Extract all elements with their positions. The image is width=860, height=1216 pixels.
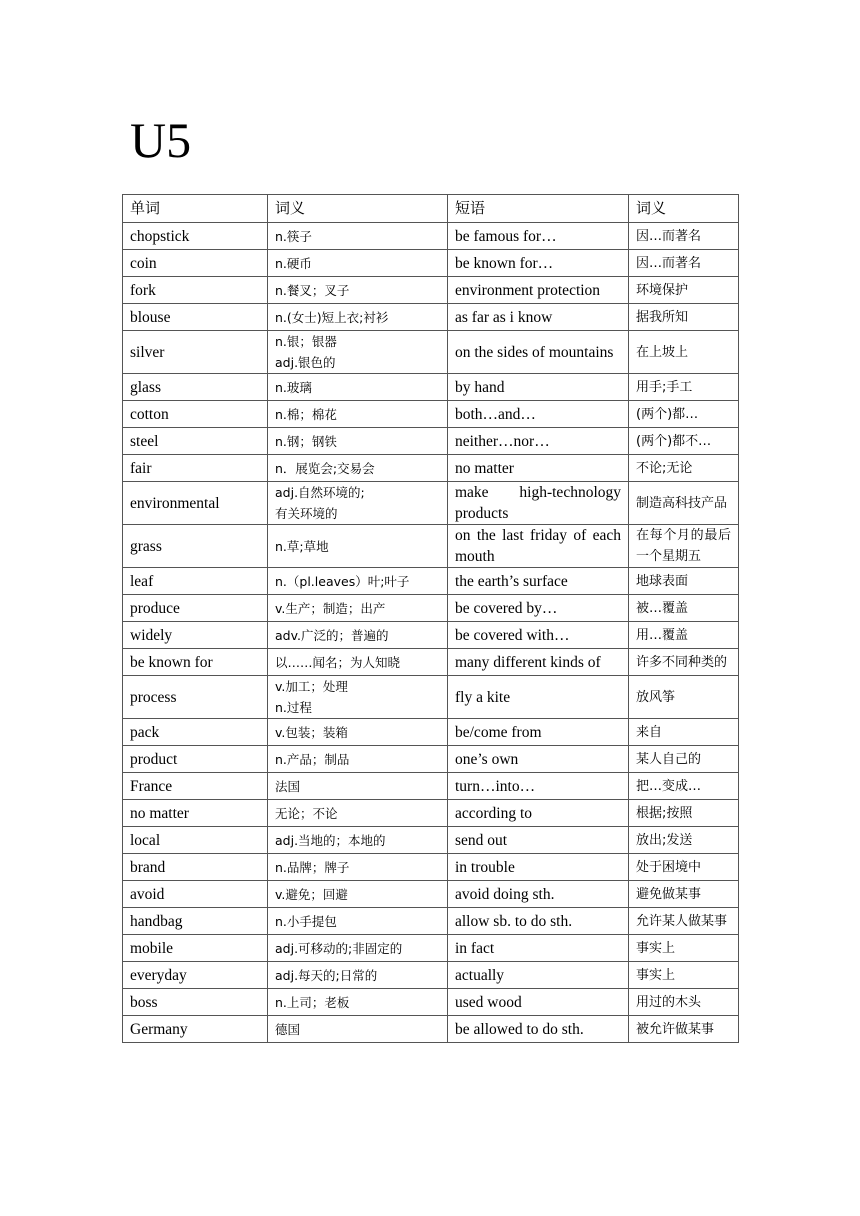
table-row bbox=[123, 989, 739, 1016]
meaning-cell: 无论；不论 bbox=[268, 800, 448, 827]
table-row bbox=[123, 482, 739, 525]
header-phrase: 短语 bbox=[448, 195, 629, 223]
word-cell: everyday bbox=[123, 962, 268, 989]
word-cell: cotton bbox=[123, 401, 268, 428]
table-row bbox=[123, 223, 739, 250]
phrase-cell: as far as i know bbox=[448, 304, 629, 331]
word-cell: grass bbox=[123, 525, 268, 568]
word-cell: fair bbox=[123, 455, 268, 482]
word-cell: local bbox=[123, 827, 268, 854]
meaning-cell: adv.广泛的；普遍的 bbox=[268, 622, 448, 649]
meaning-cell: n.钢；钢铁 bbox=[268, 428, 448, 455]
phrase-meaning-cell: 因…而著名 bbox=[629, 223, 739, 250]
table-row bbox=[123, 331, 739, 374]
meaning-cell: adj.每天的;日常的 bbox=[268, 962, 448, 989]
phrase-cell: one’s own bbox=[448, 746, 629, 773]
meaning-cell: n.产品；制品 bbox=[268, 746, 448, 773]
phrase-cell: both…and… bbox=[448, 401, 629, 428]
table-row bbox=[123, 1016, 739, 1043]
table-row bbox=[123, 595, 739, 622]
word-cell: widely bbox=[123, 622, 268, 649]
table-row bbox=[123, 676, 739, 719]
phrase-cell: be famous for… bbox=[448, 223, 629, 250]
word-cell: boss bbox=[123, 989, 268, 1016]
phrase-meaning-cell: 被…覆盖 bbox=[629, 595, 739, 622]
phrase-cell: by hand bbox=[448, 374, 629, 401]
phrase-meaning-cell: 把…变成… bbox=[629, 773, 739, 800]
table-header-row bbox=[123, 195, 739, 223]
word-cell: Germany bbox=[123, 1016, 268, 1043]
meaning-cell: n.（pl.leaves）叶;叶子 bbox=[268, 568, 448, 595]
word-cell: handbag bbox=[123, 908, 268, 935]
word-cell: pack bbox=[123, 719, 268, 746]
phrase-cell: allow sb. to do sth. bbox=[448, 908, 629, 935]
table-row bbox=[123, 935, 739, 962]
phrase-cell: turn…into… bbox=[448, 773, 629, 800]
meaning-cell: n．展览会;交易会 bbox=[268, 455, 448, 482]
meaning-cell: n.小手提包 bbox=[268, 908, 448, 935]
header-word: 单词 bbox=[123, 195, 268, 223]
word-cell: coin bbox=[123, 250, 268, 277]
meaning-cell: adj.自然环境的; 有关环境的 bbox=[268, 482, 448, 525]
word-cell: mobile bbox=[123, 935, 268, 962]
phrase-cell: avoid doing sth. bbox=[448, 881, 629, 908]
phrase-meaning-cell: 据我所知 bbox=[629, 304, 739, 331]
word-cell: brand bbox=[123, 854, 268, 881]
word-cell: product bbox=[123, 746, 268, 773]
meaning-cell: n.棉；棉花 bbox=[268, 401, 448, 428]
phrase-meaning-cell: 被允许做某事 bbox=[629, 1016, 739, 1043]
meaning-cell: v.包装；装箱 bbox=[268, 719, 448, 746]
meaning-cell: 以……闻名；为人知晓 bbox=[268, 649, 448, 676]
table-row bbox=[123, 827, 739, 854]
word-cell: no matter bbox=[123, 800, 268, 827]
phrase-cell: used wood bbox=[448, 989, 629, 1016]
phrase-cell: be known for… bbox=[448, 250, 629, 277]
table-row bbox=[123, 773, 739, 800]
phrase-meaning-cell: 放出;发送 bbox=[629, 827, 739, 854]
word-cell: France bbox=[123, 773, 268, 800]
meaning-cell: v.生产；制造；出产 bbox=[268, 595, 448, 622]
phrase-meaning-cell: 来自 bbox=[629, 719, 739, 746]
phrase-meaning-cell: 在每个月的最后一个星期五 bbox=[629, 525, 739, 568]
phrase-cell: on the sides of mountains bbox=[448, 331, 629, 374]
table-row bbox=[123, 881, 739, 908]
meaning-cell: n.银；银器 adj.银色的 bbox=[268, 331, 448, 374]
phrase-cell: fly a kite bbox=[448, 676, 629, 719]
meaning-cell: n.(女士)短上衣;衬衫 bbox=[268, 304, 448, 331]
word-cell: be known for bbox=[123, 649, 268, 676]
phrase-meaning-cell: 避免做某事 bbox=[629, 881, 739, 908]
header-phrase-meaning: 词义 bbox=[629, 195, 739, 223]
word-cell: silver bbox=[123, 331, 268, 374]
table-row bbox=[123, 622, 739, 649]
header-meaning: 词义 bbox=[268, 195, 448, 223]
phrase-meaning-cell: 制造高科技产品 bbox=[629, 482, 739, 525]
word-cell: blouse bbox=[123, 304, 268, 331]
phrase-meaning-cell: 某人自己的 bbox=[629, 746, 739, 773]
phrase-cell: on the last friday of each mouth bbox=[448, 525, 629, 568]
meaning-cell: 法国 bbox=[268, 773, 448, 800]
table-row bbox=[123, 455, 739, 482]
phrase-meaning-cell: 处于困境中 bbox=[629, 854, 739, 881]
meaning-cell: n.草;草地 bbox=[268, 525, 448, 568]
table-row bbox=[123, 719, 739, 746]
meaning-cell: n.筷子 bbox=[268, 223, 448, 250]
table-row bbox=[123, 525, 739, 568]
phrase-cell: environment protection bbox=[448, 277, 629, 304]
meaning-cell: adj.当地的；本地的 bbox=[268, 827, 448, 854]
meaning-cell: n.硬币 bbox=[268, 250, 448, 277]
meaning-cell: v.加工；处理 n.过程 bbox=[268, 676, 448, 719]
phrase-meaning-cell: 因…而著名 bbox=[629, 250, 739, 277]
meaning-cell: n.品牌；牌子 bbox=[268, 854, 448, 881]
table-row bbox=[123, 401, 739, 428]
meaning-cell: n.上司；老板 bbox=[268, 989, 448, 1016]
phrase-meaning-cell: 用过的木头 bbox=[629, 989, 739, 1016]
meaning-cell: adj.可移动的;非固定的 bbox=[268, 935, 448, 962]
word-cell: avoid bbox=[123, 881, 268, 908]
word-cell: chopstick bbox=[123, 223, 268, 250]
table-row bbox=[123, 962, 739, 989]
phrase-cell: be covered by… bbox=[448, 595, 629, 622]
phrase-cell: many different kinds of bbox=[448, 649, 629, 676]
phrase-meaning-cell: 用…覆盖 bbox=[629, 622, 739, 649]
phrase-meaning-cell: 环境保护 bbox=[629, 277, 739, 304]
phrase-meaning-cell: (两个)都… bbox=[629, 401, 739, 428]
meaning-cell: n.玻璃 bbox=[268, 374, 448, 401]
phrase-meaning-cell: 允许某人做某事 bbox=[629, 908, 739, 935]
table-row bbox=[123, 568, 739, 595]
phrase-cell: send out bbox=[448, 827, 629, 854]
table-row bbox=[123, 304, 739, 331]
word-cell: glass bbox=[123, 374, 268, 401]
vocabulary-table bbox=[122, 194, 739, 1043]
word-cell: fork bbox=[123, 277, 268, 304]
phrase-cell: the earth’s surface bbox=[448, 568, 629, 595]
phrase-meaning-cell: 在上坡上 bbox=[629, 331, 739, 374]
page-title: U5 bbox=[130, 112, 192, 168]
word-cell: steel bbox=[123, 428, 268, 455]
phrase-meaning-cell: 事实上 bbox=[629, 935, 739, 962]
phrase-cell: be allowed to do sth. bbox=[448, 1016, 629, 1043]
phrase-cell: be/come from bbox=[448, 719, 629, 746]
phrase-cell: actually bbox=[448, 962, 629, 989]
table-row bbox=[123, 277, 739, 304]
phrase-meaning-cell: 用手;手工 bbox=[629, 374, 739, 401]
word-cell: produce bbox=[123, 595, 268, 622]
phrase-cell: in trouble bbox=[448, 854, 629, 881]
phrase-meaning-cell: 地球表面 bbox=[629, 568, 739, 595]
phrase-cell: neither…nor… bbox=[448, 428, 629, 455]
meaning-cell: 德国 bbox=[268, 1016, 448, 1043]
phrase-meaning-cell: 事实上 bbox=[629, 962, 739, 989]
phrase-cell: make high-technology products bbox=[448, 482, 629, 525]
table-row bbox=[123, 250, 739, 277]
table-row bbox=[123, 854, 739, 881]
phrase-meaning-cell: 许多不同种类的 bbox=[629, 649, 739, 676]
phrase-meaning-cell: 不论;无论 bbox=[629, 455, 739, 482]
table-row bbox=[123, 428, 739, 455]
phrase-meaning-cell: 根据;按照 bbox=[629, 800, 739, 827]
meaning-cell: v.避免；回避 bbox=[268, 881, 448, 908]
table-row bbox=[123, 746, 739, 773]
table-row bbox=[123, 649, 739, 676]
meaning-cell: n.餐叉；叉子 bbox=[268, 277, 448, 304]
phrase-cell: be covered with… bbox=[448, 622, 629, 649]
phrase-cell: in fact bbox=[448, 935, 629, 962]
phrase-cell: according to bbox=[448, 800, 629, 827]
table-row bbox=[123, 374, 739, 401]
phrase-meaning-cell: (两个)都不… bbox=[629, 428, 739, 455]
phrase-cell: no matter bbox=[448, 455, 629, 482]
word-cell: environmental bbox=[123, 482, 268, 525]
phrase-meaning-cell: 放风筝 bbox=[629, 676, 739, 719]
word-cell: leaf bbox=[123, 568, 268, 595]
table-row bbox=[123, 800, 739, 827]
word-cell: process bbox=[123, 676, 268, 719]
table-row bbox=[123, 908, 739, 935]
